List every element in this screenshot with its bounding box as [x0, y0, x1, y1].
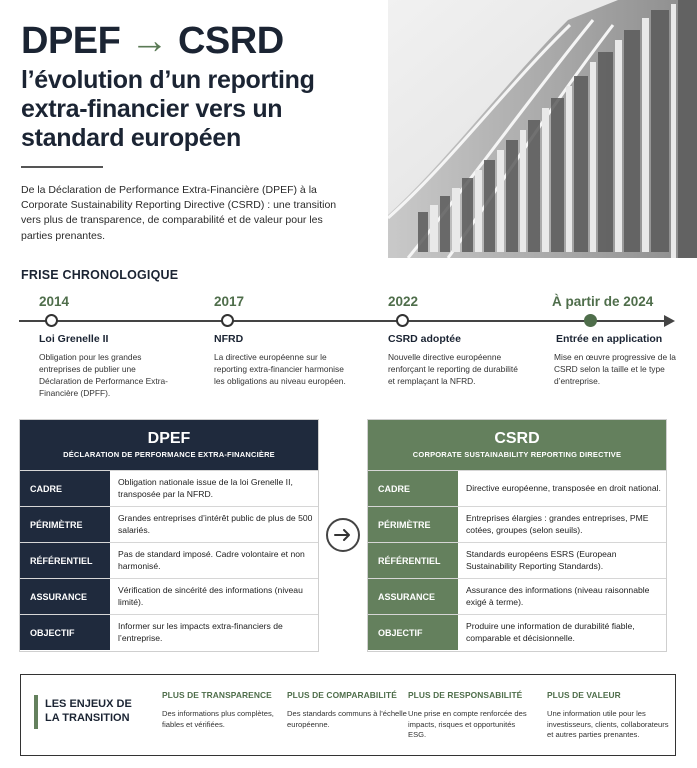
timeline-year: À partir de 2024 [552, 294, 654, 309]
csrd-row [368, 578, 666, 614]
row-key: PÉRIMÈTRE [20, 507, 110, 542]
row-key: PÉRIMÈTRE [368, 507, 458, 542]
enjeux-accent-bar [34, 695, 38, 729]
dpef-subtitle: DÉCLARATION DE PERFORMANCE EXTRA-FINANCIÈRE [63, 450, 275, 459]
row-key: CADRE [20, 471, 110, 506]
row-value: Informer sur les impacts extra-financiers de l’entreprise. [110, 615, 318, 650]
timeline-desc: Nouvelle directive européenne renforçant le reporting de durabilité et remplaçant la NFRD. [388, 352, 518, 386]
timeline-year: 2014 [39, 294, 70, 309]
csrd-row [368, 506, 666, 542]
timeline-desc: Mise en œuvre progressive de la CSRD selon la taille et le type d’entreprise. [554, 352, 676, 386]
page-title [21, 20, 284, 63]
row-value: Produire une information de durabilité fiable, comparable et décisionnelle. [458, 615, 666, 650]
page-subtitle: l’évolution d’un reporting extra-financier vers un standard européen [21, 66, 315, 152]
enjeux-column-desc: Des informations plus complètes, fiables et vérifiées. [162, 709, 274, 729]
csrd-title: CSRD [494, 430, 540, 447]
title-dpef: DPEF [21, 20, 121, 62]
enjeux-column-title: PLUS DE VALEUR [547, 690, 621, 700]
timeline-item-2014 [39, 294, 189, 399]
dpef-row [20, 470, 318, 506]
enjeux-column-desc: Une prise en compte renforcée des impacts, risques et opportunités ESG. [408, 709, 527, 739]
row-value: Obligation nationale issue de la loi Grenelle II, transposée par la NFRD. [110, 471, 318, 506]
row-key: ASSURANCE [20, 579, 110, 614]
dpef-row [20, 578, 318, 614]
csrd-header [368, 420, 666, 470]
row-key: OBJECTIF [20, 615, 110, 650]
dpef-row [20, 506, 318, 542]
enjeux-column [408, 690, 533, 741]
timeline-label: Entrée en application [556, 333, 663, 345]
enjeux-title: LES ENJEUX DE LA TRANSITION [45, 698, 132, 724]
timeline-dot-current [584, 314, 597, 327]
row-value: Pas de standard imposé. Cadre volontaire et non harmonisé. [110, 543, 318, 578]
dpef-row [20, 614, 318, 650]
enjeux-column-desc: Des standards communs à l’échelle européenne. [287, 709, 407, 729]
timeline-title: FRISE CHRONOLOGIQUE [21, 268, 179, 282]
timeline-label: CSRD adoptée [388, 333, 461, 345]
enjeux-box [20, 674, 676, 756]
row-key: ASSURANCE [368, 579, 458, 614]
timeline-item-2022 [388, 294, 538, 387]
row-value: Standards européens ESRS (European Sustainability Reporting Standards). [458, 543, 666, 578]
row-value: Assurance des informations (niveau raisonnable exigé à terme). [458, 579, 666, 614]
timeline-dot [396, 314, 409, 327]
row-value: Directive européenne, transposée en droit national. [458, 471, 666, 506]
timeline-dot [221, 314, 234, 327]
timeline-desc: La directive européenne sur le reporting extra-financier harmonise les obligations au niveau européen. [214, 352, 346, 386]
arrow-right-icon [326, 518, 360, 552]
enjeux-column-title: PLUS DE RESPONSABILITÉ [408, 690, 523, 700]
building-photo [388, 0, 697, 258]
dpef-title: DPEF [147, 430, 191, 447]
timeline-year: 2017 [214, 294, 245, 309]
timeline-year: 2022 [388, 294, 419, 309]
intro-paragraph: De la Déclaration de Performance Extra-Financière (DPEF) à la Corporate Sustainability Reporting Directive (CSRD) : une transition vers plus de transparence, de comparabilité et de valeur pour les parties prenantes. [21, 184, 337, 242]
title-arrow: → [130, 20, 168, 62]
row-key: RÉFÉRENTIEL [368, 543, 458, 578]
row-key: OBJECTIF [368, 615, 458, 650]
timeline-dot [45, 314, 58, 327]
timeline-item-2024 [552, 294, 697, 387]
enjeux-column [287, 690, 412, 730]
row-value: Entreprises élargies : grandes entreprises, PME cotées, groupes (selon seuils). [458, 507, 666, 542]
csrd-row [368, 542, 666, 578]
enjeux-column [162, 690, 287, 730]
timeline-desc: Obligation pour les grandes entreprises de publier une Déclaration de Performance Extra-Financière (DPFF). [39, 352, 168, 398]
enjeux-column-title: PLUS DE COMPARABILITÉ [287, 690, 397, 700]
row-key: RÉFÉRENTIEL [20, 543, 110, 578]
csrd-subtitle: CORPORATE SUSTAINABILITY REPORTING DIRECTIVE [412, 450, 622, 459]
csrd-panel [367, 419, 667, 652]
enjeux-column-desc: Une information utile pour les investisseurs, clients, collaborateurs et autres parties prenantes. [547, 709, 669, 739]
timeline-label: NFRD [214, 333, 244, 345]
dpef-panel [19, 419, 319, 652]
csrd-row [368, 614, 666, 650]
title-divider [21, 166, 103, 168]
dpef-row [20, 542, 318, 578]
row-key: CADRE [368, 471, 458, 506]
csrd-row [368, 470, 666, 506]
row-value: Grandes entreprises d’intérêt public de plus de 500 salariés. [110, 507, 318, 542]
timeline-item-2017 [214, 294, 364, 387]
dpef-header [20, 420, 318, 470]
enjeux-column [547, 690, 672, 741]
enjeux-column-title: PLUS DE TRANSPARENCE [162, 690, 272, 700]
title-csrd: CSRD [177, 20, 284, 62]
timeline-label: Loi Grenelle II [39, 333, 109, 345]
row-value: Vérification de sincérité des informations (niveau limité). [110, 579, 318, 614]
